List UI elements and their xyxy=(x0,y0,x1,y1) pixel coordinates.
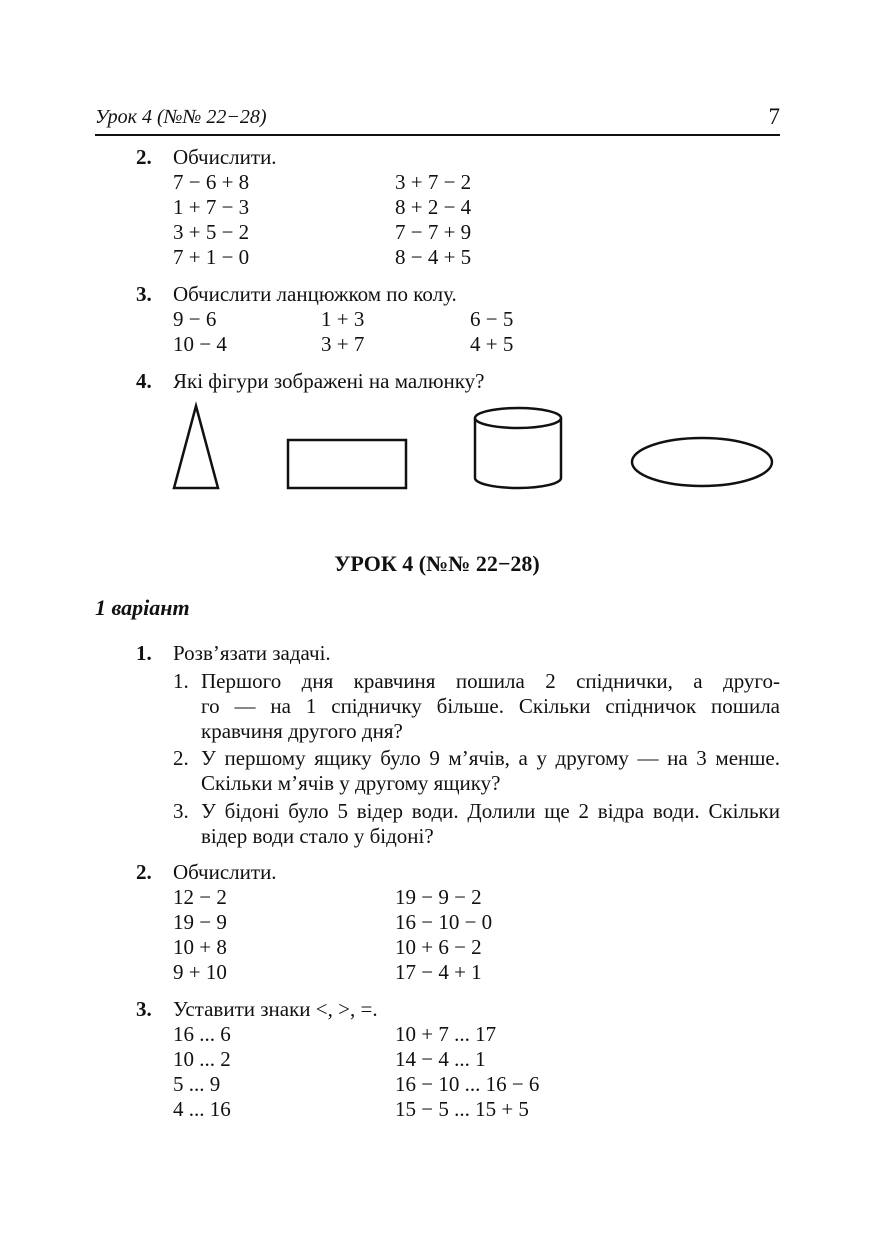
problem2-line: У першому ящику було 9 м’ячів, а у другому — на 3 менше. xyxy=(201,746,780,770)
problem1-line: го — на 1 спідничку більше. Скільки спідничок пошила xyxy=(201,694,780,718)
top-task3-expr: 3 + 7 xyxy=(321,332,365,356)
problem2-number: 2. xyxy=(173,746,189,770)
problem3-line: відер води стало у бідоні? xyxy=(201,824,434,848)
task3-expr-left: 5 ... 9 xyxy=(173,1072,221,1096)
top-task3-expr: 4 + 5 xyxy=(470,332,514,356)
variant-title: 1 варіант xyxy=(95,595,190,620)
task3-expr-right: 10 + 7 ... 17 xyxy=(395,1022,497,1046)
task3-expr-left: 16 ... 6 xyxy=(173,1022,231,1046)
page-number: 7 xyxy=(768,104,780,129)
running-head-title: Урок 4 (№№ 22−28) xyxy=(95,106,267,128)
task3-title: Уставити знаки <, >, =. xyxy=(173,997,378,1021)
top-task3-expr: 6 − 5 xyxy=(470,307,514,331)
task2-title: Обчислити. xyxy=(173,860,277,884)
top-task2-number: 2. xyxy=(136,145,152,169)
top-task3-expr: 1 + 3 xyxy=(321,307,365,331)
task2-expr-left: 12 − 2 xyxy=(173,885,227,909)
top-task2-expr-right: 3 + 7 − 2 xyxy=(395,170,472,194)
problem3-line: У бідоні було 5 відер води. Долили ще 2 відра води. Скільки xyxy=(201,799,780,823)
top-task4-title: Які фігури зображені на малюнку? xyxy=(173,369,485,393)
triangle-figure xyxy=(174,406,218,488)
task2-expr-right: 16 − 10 − 0 xyxy=(395,910,493,934)
task3-expr-right: 15 − 5 ... 15 + 5 xyxy=(395,1097,529,1121)
top-task2-expr-left: 7 − 6 + 8 xyxy=(173,170,250,194)
top-task2-expr-right: 8 + 2 − 4 xyxy=(395,195,472,219)
task3-expr-right: 14 − 4 ... 1 xyxy=(395,1047,486,1071)
lesson-heading: УРОК 4 (№№ 22−28) xyxy=(334,551,540,576)
task2-expr-right: 17 − 4 + 1 xyxy=(395,960,482,984)
task1-title: Розв’язати задачі. xyxy=(173,641,331,665)
problem1-line: кравчиня другого дня? xyxy=(201,719,403,743)
task2-expr-left: 10 + 8 xyxy=(173,935,227,959)
task2-expr-left: 9 + 10 xyxy=(173,960,227,984)
task2-expr-right: 19 − 9 − 2 xyxy=(395,885,482,909)
top-task2-expr-left: 3 + 5 − 2 xyxy=(173,220,250,244)
top-task4-number: 4. xyxy=(136,369,152,393)
task2-expr-left: 19 − 9 xyxy=(173,910,227,934)
shapes-illustration xyxy=(160,400,780,495)
top-task3-expr: 9 − 6 xyxy=(173,307,217,331)
task3-expr-right: 16 − 10 ... 16 − 6 xyxy=(395,1072,540,1096)
task2-number: 2. xyxy=(136,860,152,884)
running-head xyxy=(95,104,780,136)
problem2-line: Скільки м’ячів у другому ящику? xyxy=(201,771,501,795)
task3-expr-left: 4 ... 16 xyxy=(173,1097,231,1121)
problem3-number: 3. xyxy=(173,799,189,823)
top-task2-expr-right: 7 − 7 + 9 xyxy=(395,220,472,244)
cylinder-figure xyxy=(475,408,561,488)
problem1-line: Першого дня кравчиня пошила 2 спіднички, а друго- xyxy=(201,669,780,693)
problem1-number: 1. xyxy=(173,669,189,693)
task3-expr-left: 10 ... 2 xyxy=(173,1047,231,1071)
top-task2-expr-left: 1 + 7 − 3 xyxy=(173,195,250,219)
top-task2-title: Обчислити. xyxy=(173,145,277,169)
task3-number: 3. xyxy=(136,997,152,1021)
top-task3-title: Обчислити ланцюжком по колу. xyxy=(173,282,457,306)
top-task3-expr: 10 − 4 xyxy=(173,332,227,356)
top-task2-expr-right: 8 − 4 + 5 xyxy=(395,245,472,269)
top-task2-expr-left: 7 + 1 − 0 xyxy=(173,245,250,269)
task1-number: 1. xyxy=(136,641,152,665)
rectangle-figure xyxy=(288,440,406,488)
task2-expr-right: 10 + 6 − 2 xyxy=(395,935,482,959)
top-task3-number: 3. xyxy=(136,282,152,306)
ellipse-figure xyxy=(632,438,772,486)
